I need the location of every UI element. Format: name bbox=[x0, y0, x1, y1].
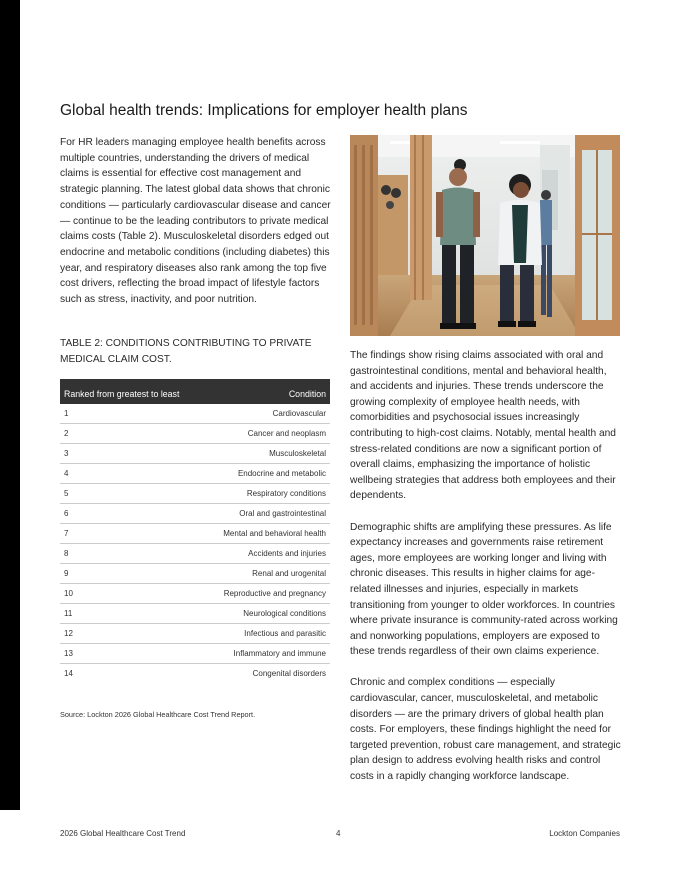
rank-cell: 1 bbox=[60, 404, 188, 424]
condition-cell: Endocrine and metabolic bbox=[188, 463, 330, 483]
table-row bbox=[60, 443, 330, 463]
rank-cell: 3 bbox=[60, 443, 188, 463]
rank-cell: 2 bbox=[60, 423, 188, 443]
rank-column-header: Ranked from greatest to least bbox=[60, 379, 188, 404]
rank-cell: 11 bbox=[60, 603, 188, 623]
footer-report-title: 2026 Global Healthcare Cost Trend bbox=[60, 829, 186, 838]
body-paragraph: Chronic and complex conditions — especially cardiovascular, cancer, musculoskeletal, and metabolic disorders — are the primary drivers of global health plan costs. For employers, these findings highlight the need for targeted prevention, robust care management, and strategic plan design to address evolving health risks and control costs in a rapidly changing workforce landscape. bbox=[350, 677, 621, 783]
table-row bbox=[60, 404, 330, 424]
condition-cell: Renal and urogenital bbox=[188, 563, 330, 583]
table-row bbox=[60, 503, 330, 523]
intro-paragraph: For HR leaders managing employee health benefits across multiple countries, understanding the drivers of medical claims is essential for effective cost management and strategic planning. The latest global data shows that chronic conditions — particularly cardiovascular disease and cancer — continue to be the leading contributors to private medical claims costs (Table 2). Musculoskeletal disorders edged out endocrine and metabolic conditions (including diabetes) this year, and respiratory diseases also rank among the top five cost drivers, reflecting the broad impact of lifestyle factors such as stress, inactivity, and poor nutrition. bbox=[60, 137, 331, 306]
rank-cell: 12 bbox=[60, 623, 188, 643]
rank-cell: 13 bbox=[60, 643, 188, 663]
conditions-table bbox=[60, 379, 330, 683]
condition-cell: Oral and gastrointestinal bbox=[188, 503, 330, 523]
table-header-row bbox=[60, 379, 330, 404]
condition-cell: Respiratory conditions bbox=[188, 483, 330, 503]
page-title: Global health trends: Implications for employer health plans bbox=[60, 102, 468, 119]
footer-page-number: 4 bbox=[336, 829, 341, 838]
body-paragraph: The findings show rising claims associated with oral and gastrointestinal conditions, mental and behavioral health, and accidents and injuries. These trends underscore the growing complexity of employee health needs, with comorbidities and psychosocial issues increasingly contributing to high-cost claims. Notably, mental health and stress-related conditions are now a significant portion of overall claims, emphasizing the importance of holistic wellbeing strategies that address both employees and their dependents. bbox=[350, 350, 616, 502]
condition-cell: Cardiovascular bbox=[188, 404, 330, 424]
condition-cell: Reproductive and pregnancy bbox=[188, 583, 330, 603]
condition-cell: Mental and behavioral health bbox=[188, 523, 330, 543]
condition-cell: Musculoskeletal bbox=[188, 443, 330, 463]
left-edge-bar bbox=[0, 0, 20, 810]
table-row bbox=[60, 563, 330, 583]
table-row bbox=[60, 463, 330, 483]
condition-cell: Accidents and injuries bbox=[188, 543, 330, 563]
footer-company: Lockton Companies bbox=[549, 829, 620, 838]
right-column-text bbox=[350, 348, 625, 800]
rank-cell: 6 bbox=[60, 503, 188, 523]
table-source-note: Source: Lockton 2026 Global Healthcare Cost Trend Report. bbox=[60, 710, 256, 719]
table-row bbox=[60, 623, 330, 643]
condition-cell: Congenital disorders bbox=[252, 668, 326, 678]
rank-cell: 14 bbox=[64, 668, 73, 678]
table-row bbox=[60, 583, 330, 603]
office-hallway-photo bbox=[350, 135, 620, 336]
rank-cell: 5 bbox=[60, 483, 188, 503]
condition-cell: Infectious and parasitic bbox=[188, 623, 330, 643]
table-caption: TABLE 2: CONDITIONS CONTRIBUTING TO PRIVATE MEDICAL CLAIM COST. bbox=[60, 338, 312, 365]
table-row bbox=[60, 543, 330, 563]
table-row bbox=[60, 483, 330, 503]
rank-cell: 7 bbox=[60, 523, 188, 543]
condition-cell: Cancer and neoplasm bbox=[188, 423, 330, 443]
condition-cell: Inflammatory and immune bbox=[188, 643, 330, 663]
rank-cell: 10 bbox=[60, 583, 188, 603]
condition-cell: Neurological conditions bbox=[188, 603, 330, 623]
condition-column-header: Condition bbox=[188, 379, 330, 404]
table-row bbox=[60, 423, 330, 443]
table-row bbox=[60, 663, 330, 683]
rank-cell: 4 bbox=[60, 463, 188, 483]
table-row bbox=[60, 643, 330, 663]
rank-cell: 8 bbox=[60, 543, 188, 563]
table-row bbox=[60, 603, 330, 623]
body-paragraph: Demographic shifts are amplifying these pressures. As life expectancy increases and governments raise retirement ages, more employees are working longer and living with chronic diseases. This results in higher claims for age-related illnesses and injuries, especially in markets transitioning from younger to older workforces. In countries where private insurance is community-rated across working and nonworking populations, employers are exposed to these trends regardless of their own claims experience. bbox=[350, 521, 618, 658]
table-row bbox=[60, 523, 330, 543]
rank-cell: 9 bbox=[60, 563, 188, 583]
